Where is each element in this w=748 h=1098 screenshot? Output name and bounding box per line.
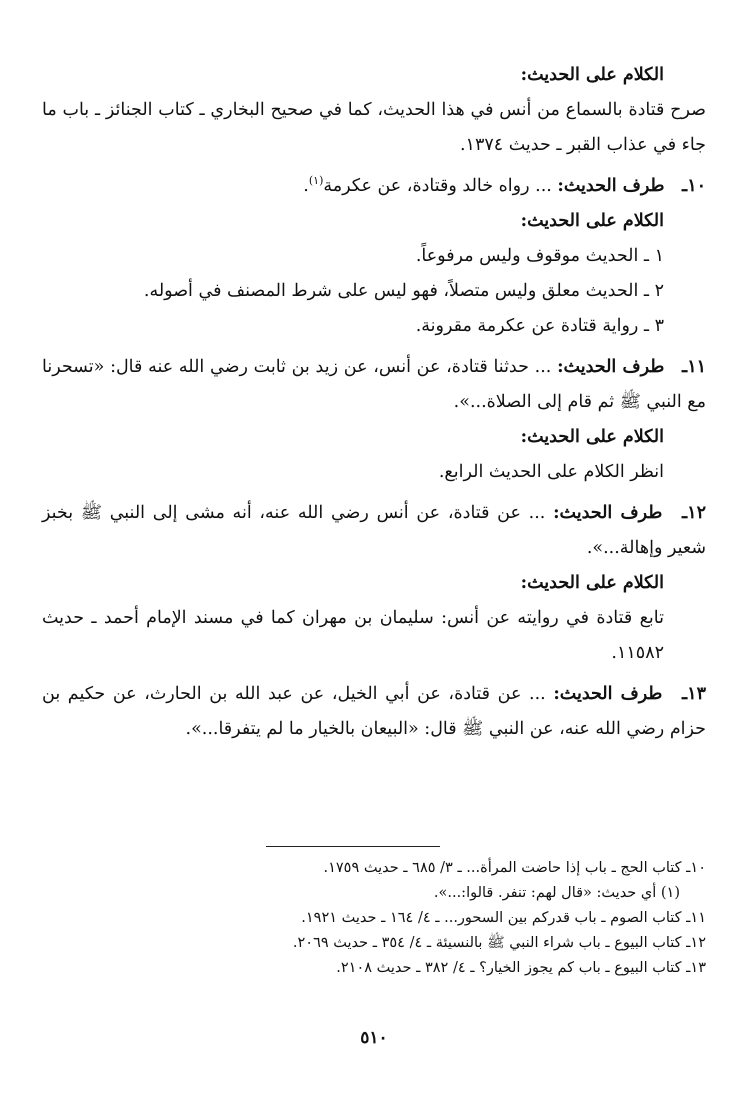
footnote-item: ١٣ـ كتاب البيوع ـ باب كم يجوز الخيار؟ ـ ٤/ ٣٨٢ ـ حديث ٢١٠٨. <box>336 960 706 976</box>
comment-heading: الكلام على الحديث: <box>520 211 664 231</box>
hadith-entry-12 <box>42 496 706 671</box>
entry-number: ١٣ـ <box>682 684 706 704</box>
footnote-item: ١٢ـ كتاب البيوع ـ باب شراء النبي ﷺ بالنسيئة ـ ٤/ ٣٥٤ ـ حديث ٢٠٦٩. <box>292 935 706 951</box>
comment-heading: الكلام على الحديث: <box>520 65 664 85</box>
comment-item: ١ ـ الحديث موقوف وليس مرفوعاً. <box>415 246 664 266</box>
footnote-item: (١) أي حديث: «قال لهم: تنفر. قالوا:...». <box>433 885 680 901</box>
entry-number: ١٢ـ <box>682 503 706 523</box>
entry-label: طرف الحديث: <box>553 503 663 523</box>
comment-item: ٢ ـ الحديث معلق وليس متصلاً، فهو ليس على شرط المصنف في أصوله. <box>143 281 664 301</box>
comment-text: انظر الكلام على الحديث الرابع. <box>438 462 664 482</box>
comment-text: تابع قتادة في روايته عن أنس: سليمان بن مهران كما في مسند الإمام أحمد ـ حديث ١١٥٨٢. <box>42 608 664 663</box>
entry-label: طرف الحديث: <box>553 684 663 704</box>
entry-label: طرف الحديث: <box>557 176 665 196</box>
comment-text: صرح قتادة بالسماع من أنس في هذا الحديث، كما في صحيح البخاري ـ كتاب الجنائز ـ باب ما جاء في عذاب القبر ـ حديث ١٣٧٤. <box>42 100 706 155</box>
entry-label: طرف الحديث: <box>557 357 665 377</box>
footnotes <box>42 856 706 981</box>
entry-text: ... عن قتادة، عن أنس رضي الله عنه، أنه مشى إلى النبي ﷺ بخبز شعير وإهالة...». <box>42 503 706 558</box>
hadith-entry-11 <box>42 350 706 490</box>
entry-number: ١١ـ <box>682 357 706 377</box>
footnote-item: ١١ـ كتاب الصوم ـ باب قدركم بين السحور... ـ ٤/ ١٦٤ ـ حديث ١٩٢١. <box>301 910 706 926</box>
footnote-item: ١٠ـ كتاب الحج ـ باب إذا حاضت المرأة... ـ ٣/ ٦٨٥ ـ حديث ١٧٥٩. <box>323 860 706 876</box>
entry-tail: . <box>303 176 309 196</box>
page-number: ٥١٠ <box>360 1028 388 1048</box>
footnote-ref: (١) <box>308 174 324 188</box>
entry-text: ... عن قتادة، عن أبي الخيل، عن عبد الله بن الحارث، عن حكيم بن حزام رضي الله عنه، عن النبي ﷺ قال: «البيعان بالخيار ما لم يتفرقا...». <box>42 684 706 739</box>
entry-text: ... حدثنا قتادة، عن أنس، عن زيد بن ثابت رضي الله عنه قال: «تسحرنا مع النبي ﷺ ثم قام إلى الصلاة...». <box>42 357 706 412</box>
intro-section <box>42 58 706 163</box>
page-body <box>42 58 706 747</box>
comment-heading: الكلام على الحديث: <box>520 573 664 593</box>
hadith-entry-10 <box>42 169 706 344</box>
footnote-divider <box>266 846 440 847</box>
comment-heading: الكلام على الحديث: <box>520 427 664 447</box>
entry-text: ... رواه خالد وقتادة، عن عكرمة <box>323 176 552 196</box>
hadith-entry-13 <box>42 677 706 747</box>
entry-number: ١٠ـ <box>682 176 706 196</box>
comment-item: ٣ ـ رواية قتادة عن عكرمة مقرونة. <box>415 316 664 336</box>
